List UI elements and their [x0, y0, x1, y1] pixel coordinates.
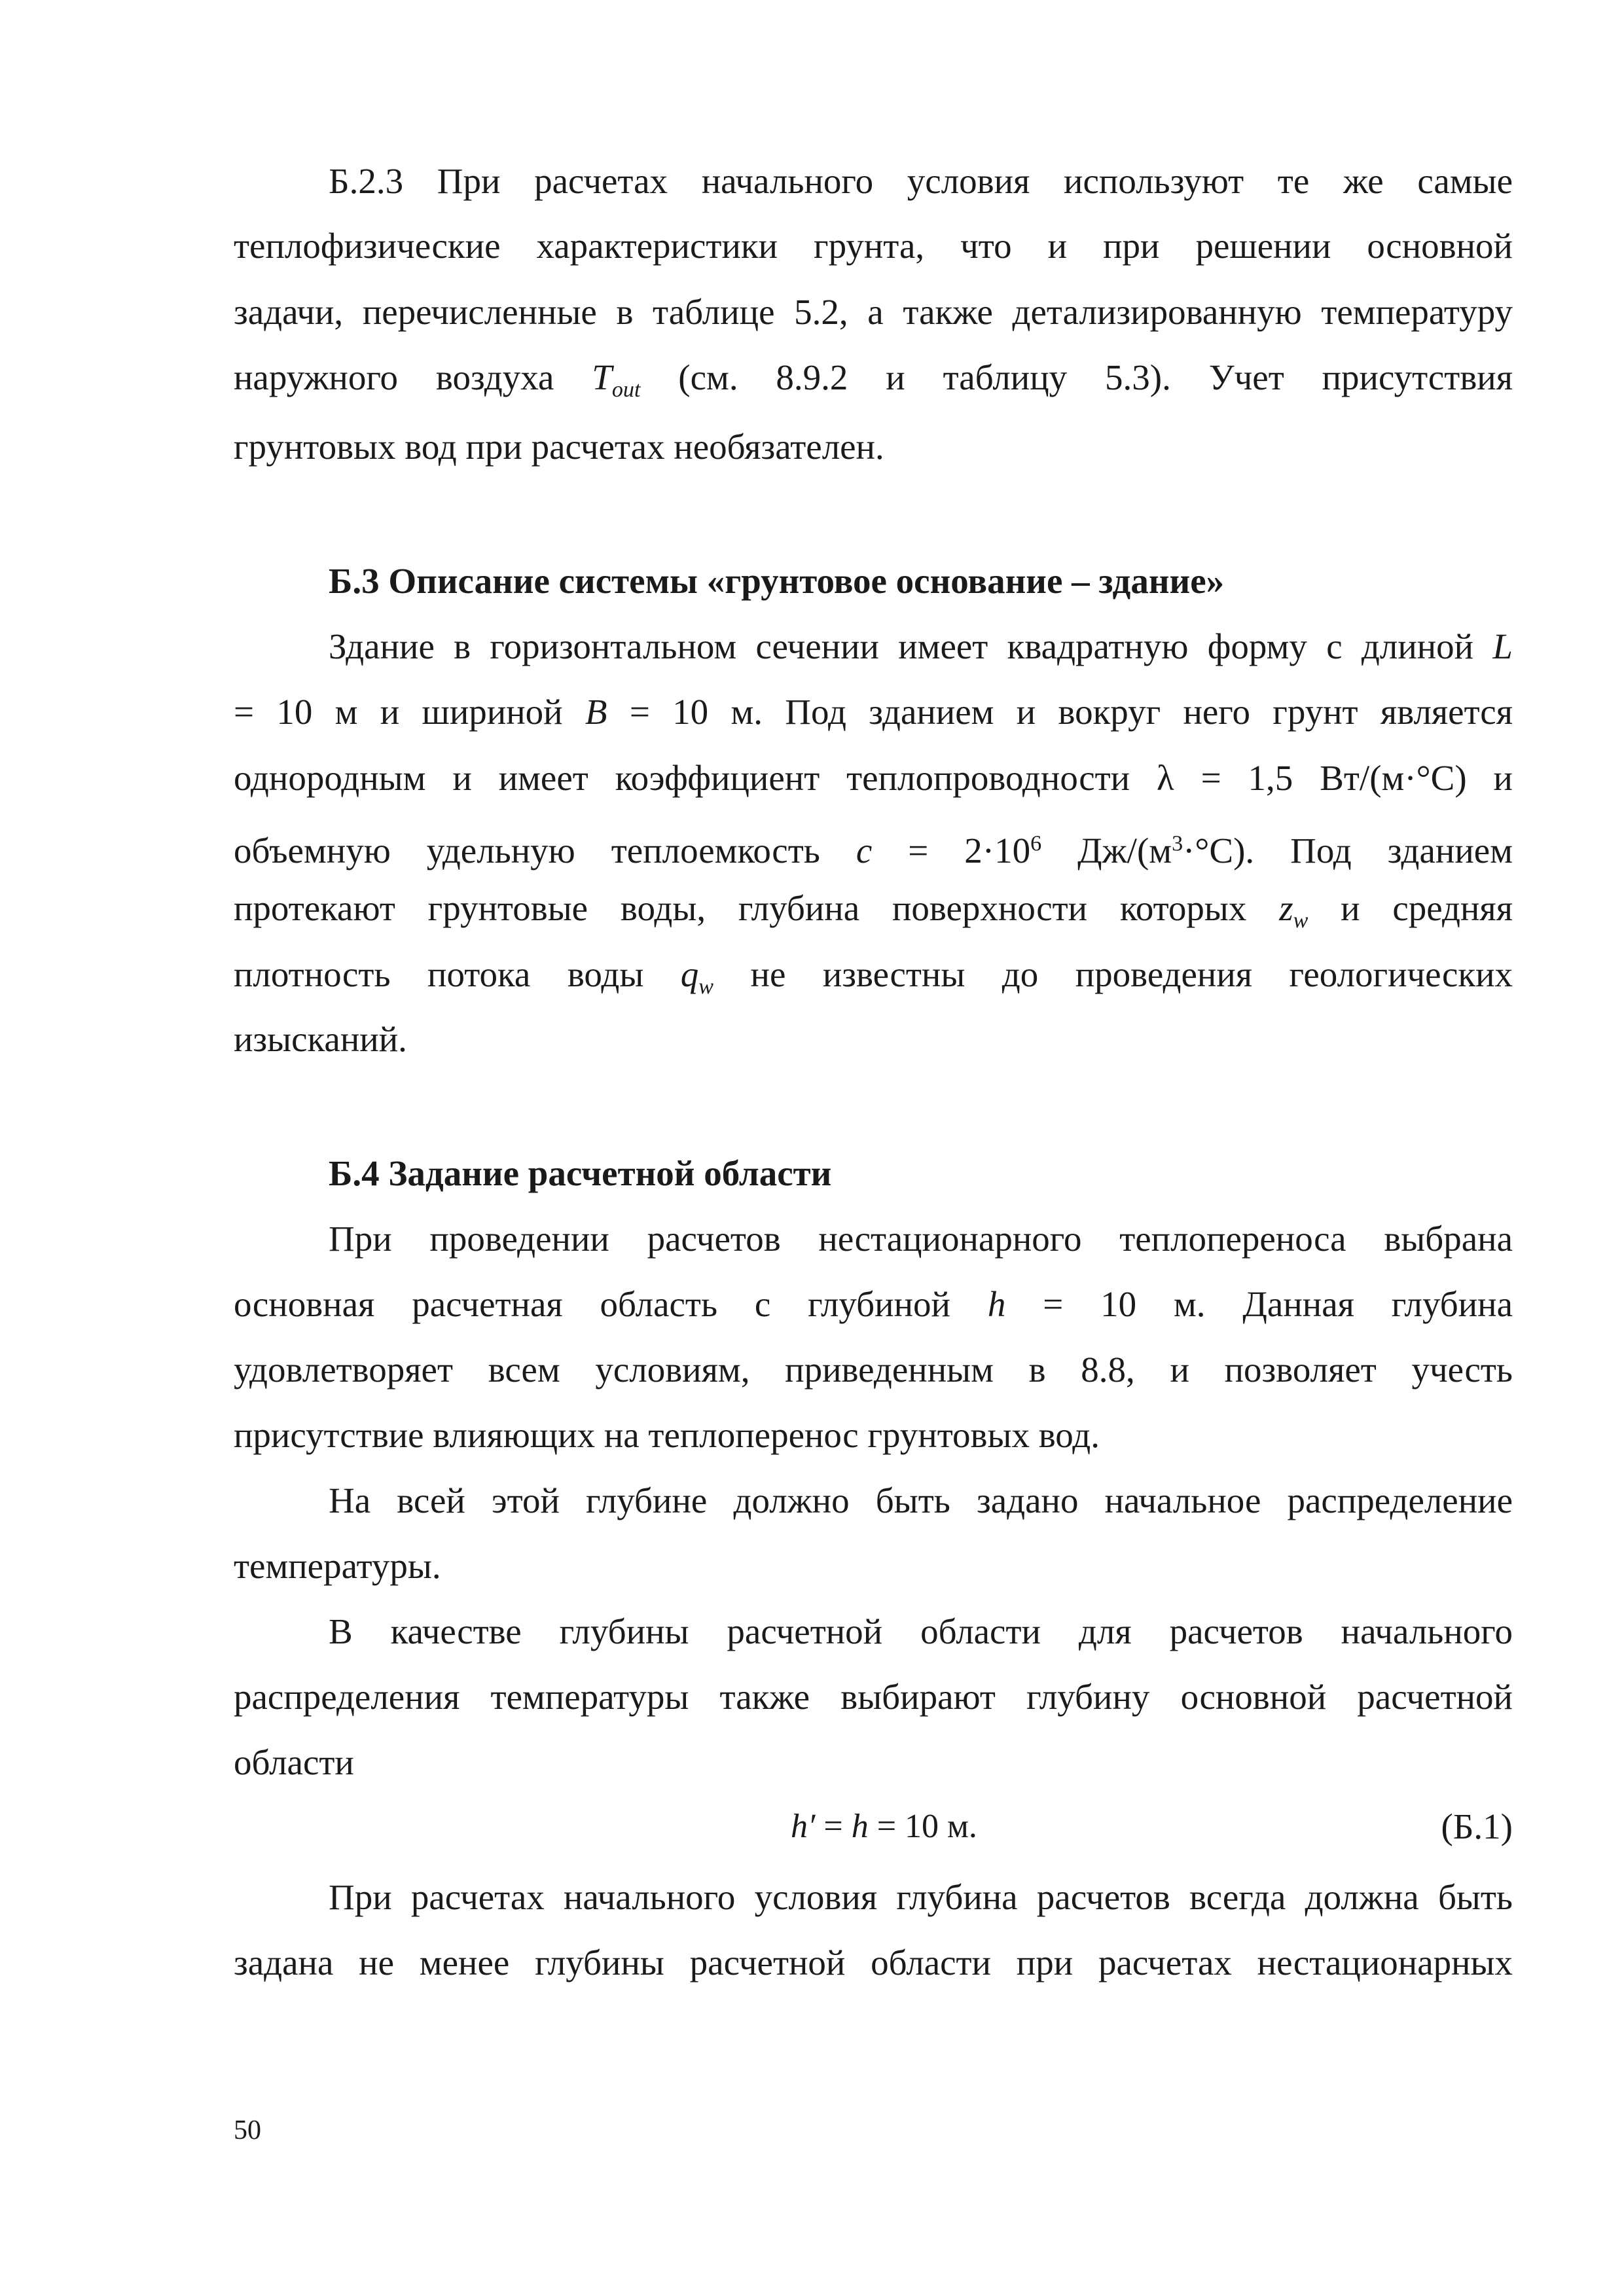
subscript-out: out	[611, 377, 641, 402]
paragraph-b3-line-5	[234, 887, 1513, 942]
symbol-b: B	[585, 692, 607, 732]
paragraph-b4-p3-line-2: распределения температуры также выбирают глубину основной расчетной	[234, 1677, 1513, 1717]
paragraph-b23-line-3: задачи, перечисленные в таблице 5.2, а также детализированную температуру	[234, 292, 1513, 332]
paragraph-b23-line-5: грунтовых вод при расчетах необязателен.	[234, 427, 884, 467]
symbol-c: c	[856, 830, 873, 870]
text: Дж/(м	[1077, 830, 1172, 870]
formula-h-prime: h′	[791, 1808, 816, 1845]
heading-b4: Б.4 Задание расчетной области	[329, 1153, 832, 1193]
text: Здание в горизонтальном сечении имеет квадратную форму с длиной	[329, 626, 1474, 666]
paragraph-b4-p3-line-3: области	[234, 1742, 354, 1782]
symbol-t: T	[592, 357, 612, 397]
text: = 10 м и шириной	[234, 692, 563, 732]
text: протекают грунтовые воды, глубина поверхности которых	[234, 888, 1247, 928]
paragraph-b23-line-2: теплофизические характеристики грунта, что и при решении основной	[234, 226, 1513, 266]
paragraph-b4-p3-line-1: В качестве глубины расчетной области для расчетов начального	[329, 1611, 1513, 1651]
paragraph-b3-line-3: однородным и имеет коэффициент теплопроводности λ = 1,5 Вт/(м·°С) и	[234, 758, 1513, 798]
text: наружного воздуха	[234, 357, 554, 397]
text: не известны до проведения геологических	[750, 954, 1513, 994]
paragraph-b3-line-7: изысканий.	[234, 1019, 407, 1059]
symbol-q: q	[680, 954, 699, 994]
symbol-z: z	[1279, 888, 1293, 928]
symbol-t-out	[592, 357, 641, 402]
paragraph-b4-p2-line-1: На всей этой глубине должно быть задано начальное распределение	[329, 1480, 1513, 1520]
subscript-w: w	[1293, 908, 1308, 933]
formula-b1	[791, 1805, 977, 1848]
text: = 10 м. Под зданием и вокруг него грунт является	[629, 692, 1513, 732]
paragraph-b4-p4-line-2: задана не менее глубины расчетной области при расчетах нестационарных	[234, 1943, 1513, 1982]
page-number: 50	[234, 2115, 261, 2145]
subscript-w: w	[698, 974, 714, 999]
paragraph-b4-p2-line-2: температуры.	[234, 1546, 441, 1586]
paragraph-b3-line-4	[234, 822, 1513, 872]
symbol-h: h	[987, 1284, 1006, 1324]
paragraph-b23-line-1: Б.2.3 При расчетах начального условия используют те же самые	[329, 161, 1513, 201]
paragraph-b3-line-2	[234, 691, 1513, 734]
paragraph-b4-p1-line-4: присутствие влияющих на теплоперенос грунтовых вод.	[234, 1415, 1100, 1455]
symbol-q-w	[680, 954, 714, 999]
paragraph-b3-line-1	[329, 625, 1513, 668]
paragraph-b3-line-6	[234, 953, 1513, 1009]
heading-b3: Б.3 Описание системы «грунтовое основание – здание»	[329, 561, 1225, 601]
text: основная расчетная область с глубиной	[234, 1284, 950, 1324]
value-2e6	[908, 831, 1041, 870]
text: и средняя	[1341, 888, 1513, 928]
text: (см. 8.9.2 и таблицу 5.3). Учет присутствия	[678, 357, 1513, 397]
unit	[1077, 831, 1513, 870]
paragraph-b23-line-4	[234, 356, 1513, 412]
superscript-3: 3	[1172, 831, 1183, 855]
paragraph-b4-p4-line-1: При расчетах начального условия глубина расчетов всегда должна быть	[329, 1877, 1513, 1917]
superscript-6: 6	[1030, 831, 1042, 855]
symbol-z-w	[1279, 888, 1308, 933]
formula-value: = 10 м.	[868, 1808, 977, 1845]
text: объемную удельную теплоемкость	[234, 830, 820, 870]
formula-equals: =	[815, 1808, 852, 1845]
text: = 10 м. Данная глубина	[1043, 1284, 1513, 1324]
symbol-l: L	[1492, 626, 1513, 666]
paragraph-b4-p1-line-3: удовлетворяет всем условиям, приведенным в 8.8, и позволяет учесть	[234, 1350, 1513, 1390]
text: плотность потока воды	[234, 954, 644, 994]
paragraph-b4-p1-line-2	[234, 1283, 1513, 1326]
formula-number: (Б.1)	[1441, 1806, 1513, 1846]
formula-h: h	[851, 1808, 869, 1845]
paragraph-b4-p1-line-1: При проведении расчетов нестационарного теплопереноса выбрана	[329, 1219, 1513, 1259]
text: = 2·10	[908, 830, 1031, 870]
text: ·°С). Под зданием	[1183, 830, 1513, 870]
